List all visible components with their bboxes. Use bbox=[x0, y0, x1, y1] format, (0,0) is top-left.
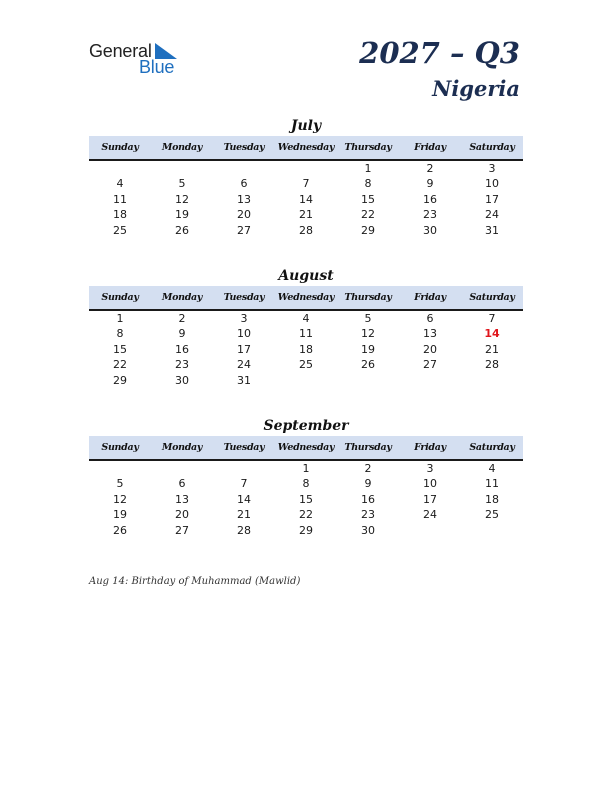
day-cell: 28 bbox=[237, 523, 251, 537]
holiday-footnote: Aug 14: Birthday of Muhammad (Mawlid) bbox=[89, 576, 301, 587]
weekday-label: Thursday bbox=[344, 442, 392, 453]
day-cell: 25 bbox=[299, 358, 313, 372]
day-cell: 24 bbox=[423, 508, 437, 522]
day-cell: 28 bbox=[299, 223, 313, 237]
day-cell: 13 bbox=[237, 192, 251, 206]
day-cell: 21 bbox=[299, 208, 313, 222]
day-cell: 13 bbox=[423, 327, 437, 341]
day-cell bbox=[399, 373, 461, 388]
month-july bbox=[89, 116, 523, 238]
weekday-label: Sunday bbox=[101, 442, 139, 453]
day-cell: 2 bbox=[178, 312, 186, 325]
day-cell: 1 bbox=[116, 312, 124, 325]
day-cell: 3 bbox=[426, 462, 434, 475]
weekday-label: Wednesday bbox=[277, 142, 335, 153]
day-cell: 16 bbox=[175, 342, 189, 356]
day-cell: 23 bbox=[423, 208, 437, 222]
day-cell: 30 bbox=[361, 523, 375, 537]
day-cell bbox=[275, 161, 337, 176]
day-cell: 11 bbox=[485, 477, 499, 491]
day-cell: 29 bbox=[299, 523, 313, 537]
day-cell: 9 bbox=[426, 177, 434, 191]
day-cell: 4 bbox=[488, 462, 496, 475]
weekday-label: Monday bbox=[161, 442, 203, 453]
holiday-day-cell: 14 bbox=[484, 327, 500, 341]
day-cell bbox=[461, 373, 523, 388]
day-cell: 9 bbox=[178, 327, 186, 341]
weekday-header bbox=[89, 436, 523, 461]
weekday-label: Tuesday bbox=[223, 142, 265, 153]
day-cell: 30 bbox=[423, 223, 437, 237]
day-cell bbox=[151, 461, 213, 476]
month-name: July bbox=[290, 118, 322, 134]
day-cell: 10 bbox=[485, 177, 499, 191]
day-cell: 22 bbox=[299, 508, 313, 522]
day-cell: 25 bbox=[485, 508, 499, 522]
week-row bbox=[89, 326, 523, 341]
day-cell bbox=[213, 161, 275, 176]
day-cell: 4 bbox=[116, 177, 124, 191]
day-cell bbox=[461, 523, 523, 538]
country-name: Nigeria bbox=[432, 76, 520, 101]
month-september bbox=[89, 416, 523, 538]
day-cell: 13 bbox=[175, 492, 189, 506]
week-row bbox=[89, 461, 523, 476]
day-cell: 17 bbox=[237, 342, 251, 356]
day-cell: 25 bbox=[113, 223, 127, 237]
day-cell: 16 bbox=[423, 192, 437, 206]
weekday-label: Thursday bbox=[344, 292, 392, 303]
month-name: September bbox=[263, 418, 349, 434]
day-cell: 7 bbox=[240, 477, 248, 491]
weekday-label: Sunday bbox=[101, 292, 139, 303]
day-cell: 14 bbox=[299, 192, 313, 206]
day-cell: 6 bbox=[178, 477, 186, 491]
day-cell: 24 bbox=[237, 358, 251, 372]
weekday-label: Friday bbox=[414, 292, 446, 303]
day-cell: 10 bbox=[237, 327, 251, 341]
day-cell: 27 bbox=[423, 358, 437, 372]
day-cell: 18 bbox=[299, 342, 313, 356]
day-cell: 22 bbox=[361, 208, 375, 222]
day-cell: 12 bbox=[175, 192, 189, 206]
day-cell: 26 bbox=[113, 523, 127, 537]
week-row bbox=[89, 507, 523, 522]
day-cell: 8 bbox=[302, 477, 310, 491]
generalblue-logo bbox=[89, 40, 189, 80]
logo-word-blue: Blue bbox=[139, 57, 175, 77]
day-cell: 5 bbox=[364, 312, 372, 325]
week-row bbox=[89, 207, 523, 222]
day-cell: 19 bbox=[175, 208, 189, 222]
day-cell: 17 bbox=[485, 192, 499, 206]
day-cell: 15 bbox=[299, 492, 313, 506]
weekday-label: Thursday bbox=[344, 142, 392, 153]
day-cell: 18 bbox=[113, 208, 127, 222]
day-cell: 29 bbox=[113, 373, 127, 387]
week-row bbox=[89, 476, 523, 491]
day-cell: 2 bbox=[426, 162, 434, 175]
day-cell: 23 bbox=[361, 508, 375, 522]
day-cell: 20 bbox=[237, 208, 251, 222]
day-cell: 11 bbox=[299, 327, 313, 341]
day-cell: 7 bbox=[488, 312, 496, 325]
day-cell: 21 bbox=[237, 508, 251, 522]
day-cell: 14 bbox=[237, 492, 251, 506]
day-cell bbox=[213, 461, 275, 476]
day-cell: 3 bbox=[240, 312, 248, 325]
day-cell: 31 bbox=[485, 223, 499, 237]
week-row bbox=[89, 223, 523, 238]
weekday-label: Wednesday bbox=[277, 442, 335, 453]
day-cell bbox=[337, 373, 399, 388]
week-row bbox=[89, 373, 523, 388]
page-title: 2027 – Q3 bbox=[359, 36, 520, 70]
day-cell: 8 bbox=[116, 327, 124, 341]
day-cell: 4 bbox=[302, 312, 310, 325]
day-cell: 19 bbox=[361, 342, 375, 356]
day-cell: 31 bbox=[237, 373, 251, 387]
day-cell: 15 bbox=[361, 192, 375, 206]
week-row bbox=[89, 192, 523, 207]
day-cell: 17 bbox=[423, 492, 437, 506]
day-cell bbox=[399, 523, 461, 538]
day-cell: 8 bbox=[364, 177, 372, 191]
day-cell: 3 bbox=[488, 162, 496, 175]
weekday-label: Tuesday bbox=[223, 292, 265, 303]
weekday-header bbox=[89, 286, 523, 311]
day-cell: 9 bbox=[364, 477, 372, 491]
day-cell: 27 bbox=[175, 523, 189, 537]
weekday-label: Saturday bbox=[469, 442, 515, 453]
day-cell bbox=[89, 461, 151, 476]
weekday-label: Friday bbox=[414, 442, 446, 453]
weekday-label: Saturday bbox=[469, 142, 515, 153]
weekday-label: Tuesday bbox=[223, 442, 265, 453]
day-cell: 23 bbox=[175, 358, 189, 372]
day-cell bbox=[151, 161, 213, 176]
week-row bbox=[89, 492, 523, 507]
weekday-label: Sunday bbox=[101, 142, 139, 153]
day-cell: 7 bbox=[302, 177, 310, 191]
weekday-label: Friday bbox=[414, 142, 446, 153]
day-cell: 18 bbox=[485, 492, 499, 506]
day-cell: 27 bbox=[237, 223, 251, 237]
day-cell bbox=[89, 161, 151, 176]
week-row bbox=[89, 342, 523, 357]
week-row bbox=[89, 357, 523, 372]
day-cell: 12 bbox=[113, 492, 127, 506]
day-cell: 6 bbox=[426, 312, 434, 325]
week-row bbox=[89, 176, 523, 191]
week-row bbox=[89, 311, 523, 326]
day-cell: 26 bbox=[175, 223, 189, 237]
weekday-label: Monday bbox=[161, 142, 203, 153]
day-cell: 6 bbox=[240, 177, 248, 191]
day-cell: 30 bbox=[175, 373, 189, 387]
day-cell: 28 bbox=[485, 358, 499, 372]
day-cell: 5 bbox=[178, 177, 186, 191]
day-cell: 24 bbox=[485, 208, 499, 222]
day-cell: 11 bbox=[113, 192, 127, 206]
day-cell: 21 bbox=[485, 342, 499, 356]
day-cell: 26 bbox=[361, 358, 375, 372]
day-cell: 5 bbox=[116, 477, 124, 491]
weekday-label: Monday bbox=[161, 292, 203, 303]
day-cell: 19 bbox=[113, 508, 127, 522]
day-cell: 10 bbox=[423, 477, 437, 491]
day-cell: 2 bbox=[364, 462, 372, 475]
weekday-label: Saturday bbox=[469, 292, 515, 303]
weekday-label: Wednesday bbox=[277, 292, 335, 303]
week-row bbox=[89, 161, 523, 176]
day-cell: 20 bbox=[423, 342, 437, 356]
week-row bbox=[89, 523, 523, 538]
day-cell: 16 bbox=[361, 492, 375, 506]
weekday-header bbox=[89, 136, 523, 161]
logo-word-general: General bbox=[89, 41, 152, 61]
day-cell bbox=[275, 373, 337, 388]
month-name: August bbox=[278, 268, 334, 284]
day-cell: 1 bbox=[302, 462, 310, 475]
day-cell: 12 bbox=[361, 327, 375, 341]
month-august bbox=[89, 266, 523, 388]
day-cell: 20 bbox=[175, 508, 189, 522]
day-cell: 22 bbox=[113, 358, 127, 372]
day-cell: 15 bbox=[113, 342, 127, 356]
day-cell: 1 bbox=[364, 162, 372, 175]
day-cell: 29 bbox=[361, 223, 375, 237]
